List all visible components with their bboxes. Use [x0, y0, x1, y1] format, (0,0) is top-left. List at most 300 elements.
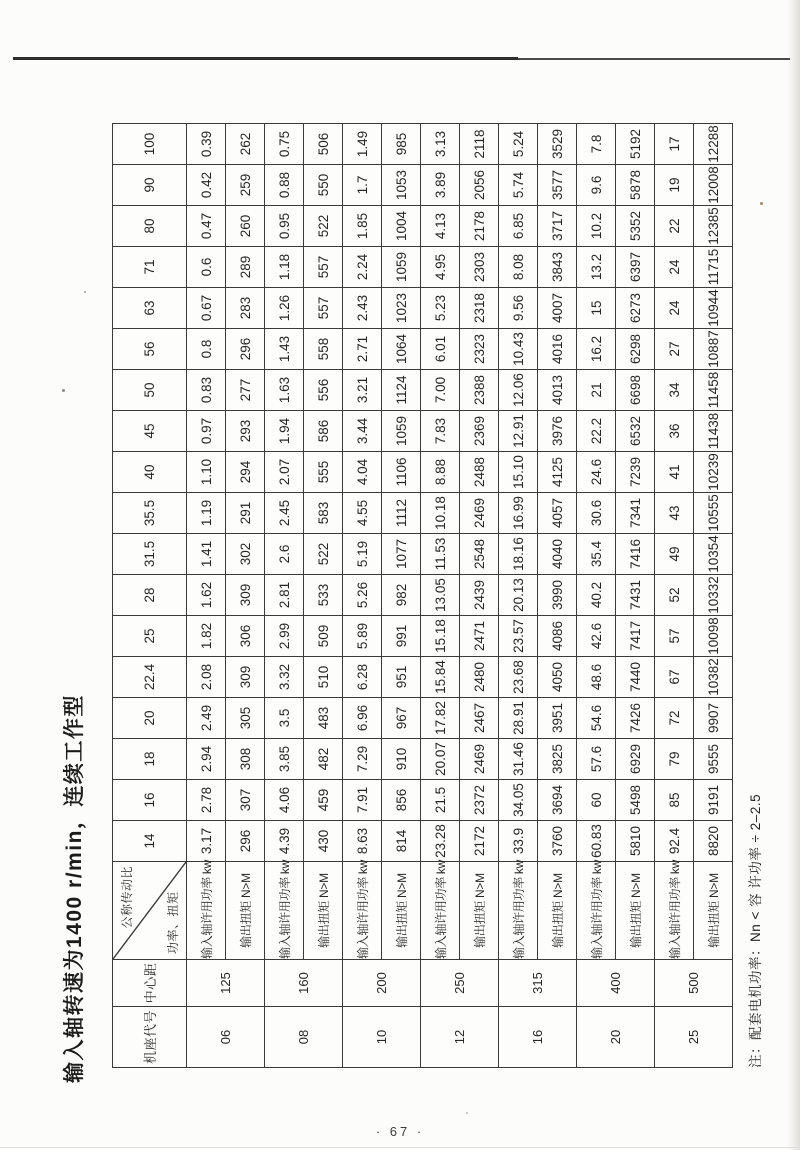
power-value: 34.05 — [499, 780, 538, 821]
rotated-content — [52, 98, 763, 1088]
row-label-power: 输入轴许用功率 kw — [343, 862, 382, 960]
power-value: 92.4 — [655, 821, 694, 862]
torque-value: 5352 — [616, 206, 655, 247]
power-value: 4.55 — [343, 493, 382, 534]
torque-value: 277 — [226, 370, 265, 411]
torque-value: 522 — [304, 534, 343, 575]
torque-value: 3825 — [538, 739, 577, 780]
torque-value: 506 — [304, 124, 343, 165]
scan-artifact-top-line-left — [13, 57, 518, 60]
torque-row — [226, 124, 265, 1068]
power-value: 1.7 — [343, 165, 382, 206]
power-value: 1.63 — [265, 370, 304, 411]
power-value: 4.06 — [265, 780, 304, 821]
power-value: 28.91 — [499, 698, 538, 739]
power-value: 24 — [655, 288, 694, 329]
torque-value: 307 — [226, 780, 265, 821]
torque-value: 3717 — [538, 206, 577, 247]
torque-value: 259 — [226, 165, 265, 206]
power-value: 41 — [655, 452, 694, 493]
power-value: 0.83 — [187, 370, 226, 411]
power-row — [187, 124, 226, 1068]
power-value: 1.26 — [265, 288, 304, 329]
power-value: 3.17 — [187, 821, 226, 862]
torque-value: 483 — [304, 698, 343, 739]
torque-value: 2172 — [460, 821, 499, 862]
power-value: 23.68 — [499, 657, 538, 698]
torque-value: 8820 — [694, 821, 733, 862]
torque-value: 6698 — [616, 370, 655, 411]
ratio-header: 40 — [113, 452, 187, 493]
frame-cell: 12 — [421, 1007, 499, 1068]
power-value: 0.47 — [187, 206, 226, 247]
power-value: 9.56 — [499, 288, 538, 329]
power-value: 24.6 — [577, 452, 616, 493]
power-row — [421, 124, 460, 1068]
torque-row — [382, 124, 421, 1068]
power-value: 27 — [655, 329, 694, 370]
torque-value: 533 — [304, 575, 343, 616]
torque-value: 1023 — [382, 288, 421, 329]
power-value: 21.5 — [421, 780, 460, 821]
power-value: 1.62 — [187, 575, 226, 616]
torque-value: 4057 — [538, 493, 577, 534]
torque-value: 3760 — [538, 821, 577, 862]
page-title: 输入轴转速为1400 r/min，连续工作型 — [63, 694, 86, 1083]
torque-value: 289 — [226, 247, 265, 288]
torque-value: 482 — [304, 739, 343, 780]
torque-value: 2469 — [460, 493, 499, 534]
power-value: 0.95 — [265, 206, 304, 247]
power-value: 2.49 — [187, 698, 226, 739]
torque-value: 856 — [382, 780, 421, 821]
torque-value: 5192 — [616, 124, 655, 165]
power-value: 8.08 — [499, 247, 538, 288]
power-value: 6.01 — [421, 329, 460, 370]
frame-cell: 25 — [655, 1007, 733, 1068]
torque-value: 283 — [226, 288, 265, 329]
power-value: 0.8 — [187, 329, 226, 370]
torque-value: 3694 — [538, 780, 577, 821]
power-value: 2.07 — [265, 452, 304, 493]
power-value: 2.6 — [265, 534, 304, 575]
power-value: 3.89 — [421, 165, 460, 206]
power-row — [655, 124, 694, 1068]
torque-value: 6532 — [616, 411, 655, 452]
torque-value: 2548 — [460, 534, 499, 575]
torque-value: 10239 — [694, 452, 733, 493]
power-value: 1.41 — [187, 534, 226, 575]
torque-value: 2480 — [460, 657, 499, 698]
row-label-torque: 输出扭矩 N>M — [694, 862, 733, 960]
center-distance-col-header: 中心距 — [113, 960, 187, 1007]
power-value: 0.97 — [187, 411, 226, 452]
torque-value: 430 — [304, 821, 343, 862]
power-value: 43 — [655, 493, 694, 534]
row-label-power: 输入轴许用功率 kw — [265, 862, 304, 960]
spec-table — [112, 123, 733, 1068]
torque-value: 555 — [304, 452, 343, 493]
row-label-torque: 输出扭矩 N>M — [460, 862, 499, 960]
footnote: 注：配套电机功率：Nn < 容 许功率 ÷ 2–2.5 — [748, 793, 763, 1068]
torque-value: 10354 — [694, 534, 733, 575]
power-value: 1.85 — [343, 206, 382, 247]
torque-value: 1077 — [382, 534, 421, 575]
torque-value: 1112 — [382, 493, 421, 534]
power-value: 54.6 — [577, 698, 616, 739]
torque-value: 9191 — [694, 780, 733, 821]
power-value: 48.6 — [577, 657, 616, 698]
power-value: 4.04 — [343, 452, 382, 493]
power-value: 8.88 — [421, 452, 460, 493]
power-value: 3.5 — [265, 698, 304, 739]
torque-value: 510 — [304, 657, 343, 698]
power-value: 22.2 — [577, 411, 616, 452]
row-label-torque: 输出扭矩 N>M — [382, 862, 421, 960]
power-value: 52 — [655, 575, 694, 616]
ratio-header: 20 — [113, 698, 187, 739]
power-value: 5.23 — [421, 288, 460, 329]
torque-value: 12008 — [694, 165, 733, 206]
torque-value: 1004 — [382, 206, 421, 247]
row-label-torque: 输出扭矩 N>M — [226, 862, 265, 960]
power-value: 2.08 — [187, 657, 226, 698]
power-value: 85 — [655, 780, 694, 821]
power-value: 15.84 — [421, 657, 460, 698]
frame-cell: 10 — [343, 1007, 421, 1068]
torque-value: 4016 — [538, 329, 577, 370]
power-value: 7.29 — [343, 739, 382, 780]
torque-value: 910 — [382, 739, 421, 780]
torque-value: 10887 — [694, 329, 733, 370]
torque-value: 3990 — [538, 575, 577, 616]
power-value: 20.07 — [421, 739, 460, 780]
torque-value: 2469 — [460, 739, 499, 780]
torque-row — [538, 124, 577, 1068]
torque-value: 309 — [226, 657, 265, 698]
power-value: 2.78 — [187, 780, 226, 821]
torque-value: 583 — [304, 493, 343, 534]
torque-value: 10382 — [694, 657, 733, 698]
torque-value: 305 — [226, 698, 265, 739]
torque-value: 3976 — [538, 411, 577, 452]
torque-value: 4040 — [538, 534, 577, 575]
power-value: 1.94 — [265, 411, 304, 452]
torque-value: 1124 — [382, 370, 421, 411]
torque-value: 3843 — [538, 247, 577, 288]
power-value: 2.45 — [265, 493, 304, 534]
power-value: 1.43 — [265, 329, 304, 370]
torque-value: 11458 — [694, 370, 733, 411]
torque-value: 2056 — [460, 165, 499, 206]
power-value: 13.05 — [421, 575, 460, 616]
power-value: 1.82 — [187, 616, 226, 657]
power-value: 0.67 — [187, 288, 226, 329]
power-value: 20.13 — [499, 575, 538, 616]
torque-value: 2488 — [460, 452, 499, 493]
torque-value: 1059 — [382, 411, 421, 452]
power-value: 0.39 — [187, 124, 226, 165]
power-row — [499, 124, 538, 1068]
row-label-power: 输入轴许用功率 kw — [655, 862, 694, 960]
torque-value: 814 — [382, 821, 421, 862]
power-value: 7.83 — [421, 411, 460, 452]
torque-value: 2369 — [460, 411, 499, 452]
power-value: 22 — [655, 206, 694, 247]
power-value: 17 — [655, 124, 694, 165]
power-value: 23.57 — [499, 616, 538, 657]
power-value: 31.46 — [499, 739, 538, 780]
power-row — [577, 124, 616, 1068]
torque-value: 5810 — [616, 821, 655, 862]
torque-value: 522 — [304, 206, 343, 247]
power-value: 5.74 — [499, 165, 538, 206]
torque-value: 306 — [226, 616, 265, 657]
power-value: 19 — [655, 165, 694, 206]
power-value: 49 — [655, 534, 694, 575]
torque-value: 1059 — [382, 247, 421, 288]
frame-cell: 20 — [577, 1007, 655, 1068]
torque-value: 586 — [304, 411, 343, 452]
frame-cell: 08 — [265, 1007, 343, 1068]
torque-value: 1064 — [382, 329, 421, 370]
torque-value: 5498 — [616, 780, 655, 821]
power-value: 6.28 — [343, 657, 382, 698]
corner-label-power-torque: 功率、扭矩 — [166, 891, 180, 954]
torque-value: 3529 — [538, 124, 577, 165]
power-value: 2.43 — [343, 288, 382, 329]
scan-speck — [760, 202, 763, 205]
torque-row — [616, 124, 655, 1068]
power-value: 15.18 — [421, 616, 460, 657]
ratio-header: 35.5 — [113, 493, 187, 534]
torque-row — [694, 124, 733, 1068]
power-value: 0.42 — [187, 165, 226, 206]
power-value: 10.18 — [421, 493, 460, 534]
ratio-header: 14 — [113, 821, 187, 862]
ratio-header: 22.4 — [113, 657, 187, 698]
power-value: 57.6 — [577, 739, 616, 780]
power-value: 21 — [577, 370, 616, 411]
torque-value: 9907 — [694, 698, 733, 739]
page-number: · 67 · — [375, 1124, 425, 1139]
power-value: 18.16 — [499, 534, 538, 575]
center-distance-cell: 315 — [499, 960, 577, 1007]
torque-value: 1106 — [382, 452, 421, 493]
power-value: 23.28 — [421, 821, 460, 862]
torque-value: 10332 — [694, 575, 733, 616]
torque-value: 951 — [382, 657, 421, 698]
power-value: 5.19 — [343, 534, 382, 575]
torque-value: 11438 — [694, 411, 733, 452]
row-label-power: 输入轴许用功率 kw — [187, 862, 226, 960]
power-value: 5.26 — [343, 575, 382, 616]
power-value: 1.18 — [265, 247, 304, 288]
ratio-header: 31.5 — [113, 534, 187, 575]
power-value: 30.6 — [577, 493, 616, 534]
power-value: 72 — [655, 698, 694, 739]
ratio-header: 16 — [113, 780, 187, 821]
row-label-power: 输入轴许用功率 kw — [421, 862, 460, 960]
torque-value: 3951 — [538, 698, 577, 739]
power-value: 16.2 — [577, 329, 616, 370]
torque-value: 4013 — [538, 370, 577, 411]
ratio-header: 80 — [113, 206, 187, 247]
power-value: 4.95 — [421, 247, 460, 288]
ratio-header: 90 — [113, 165, 187, 206]
center-distance-cell: 500 — [655, 960, 733, 1007]
torque-value: 308 — [226, 739, 265, 780]
torque-value: 558 — [304, 329, 343, 370]
torque-value: 12385 — [694, 206, 733, 247]
scan-artifact-right-shade — [787, 0, 800, 1150]
power-value: 33.9 — [499, 821, 538, 862]
corner-label-ratio: 公称传动比 — [120, 866, 134, 929]
torque-value: 9555 — [694, 739, 733, 780]
torque-value: 557 — [304, 247, 343, 288]
power-value: 2.24 — [343, 247, 382, 288]
torque-value: 2372 — [460, 780, 499, 821]
torque-value: 302 — [226, 534, 265, 575]
ratio-header: 71 — [113, 247, 187, 288]
power-value: 4.13 — [421, 206, 460, 247]
torque-value: 982 — [382, 575, 421, 616]
torque-value: 4007 — [538, 288, 577, 329]
torque-value: 459 — [304, 780, 343, 821]
power-value: 7.91 — [343, 780, 382, 821]
power-value: 13.2 — [577, 247, 616, 288]
torque-value: 7440 — [616, 657, 655, 698]
torque-value: 11715 — [694, 247, 733, 288]
torque-value: 6298 — [616, 329, 655, 370]
torque-value: 2467 — [460, 698, 499, 739]
scan-speck — [466, 1112, 468, 1114]
center-distance-cell: 400 — [577, 960, 655, 1007]
power-value: 3.21 — [343, 370, 382, 411]
power-value: 7.8 — [577, 124, 616, 165]
power-value: 6.85 — [499, 206, 538, 247]
center-distance-cell: 160 — [265, 960, 343, 1007]
power-value: 12.91 — [499, 411, 538, 452]
power-value: 1.10 — [187, 452, 226, 493]
scan-artifact-top-line-right — [518, 58, 790, 60]
torque-value: 7426 — [616, 698, 655, 739]
power-value: 60.83 — [577, 821, 616, 862]
power-value: 6.96 — [343, 698, 382, 739]
power-value: 2.94 — [187, 739, 226, 780]
torque-value: 550 — [304, 165, 343, 206]
torque-value: 1053 — [382, 165, 421, 206]
torque-value: 7416 — [616, 534, 655, 575]
power-value: 1.49 — [343, 124, 382, 165]
row-label-torque: 输出扭矩 N>M — [538, 862, 577, 960]
power-value: 2.81 — [265, 575, 304, 616]
power-value: 0.6 — [187, 247, 226, 288]
power-value: 9.6 — [577, 165, 616, 206]
power-value: 5.89 — [343, 616, 382, 657]
torque-value: 2471 — [460, 616, 499, 657]
torque-value: 7341 — [616, 493, 655, 534]
power-value: 67 — [655, 657, 694, 698]
power-value: 2.71 — [343, 329, 382, 370]
power-value: 3.32 — [265, 657, 304, 698]
power-value: 11.53 — [421, 534, 460, 575]
torque-value: 967 — [382, 698, 421, 739]
row-label-power: 输入轴许用功率 kw — [577, 862, 616, 960]
torque-value: 2303 — [460, 247, 499, 288]
ratio-header: 25 — [113, 616, 187, 657]
ratio-header: 28 — [113, 575, 187, 616]
torque-value: 2439 — [460, 575, 499, 616]
torque-value: 296 — [226, 329, 265, 370]
row-label-torque: 输出扭矩 N>M — [304, 862, 343, 960]
center-distance-cell: 250 — [421, 960, 499, 1007]
power-value: 0.75 — [265, 124, 304, 165]
power-value: 10.2 — [577, 206, 616, 247]
power-value: 0.88 — [265, 165, 304, 206]
power-value: 24 — [655, 247, 694, 288]
torque-value: 293 — [226, 411, 265, 452]
power-value: 17.82 — [421, 698, 460, 739]
torque-value: 2318 — [460, 288, 499, 329]
torque-row — [304, 124, 343, 1068]
center-distance-cell: 200 — [343, 960, 421, 1007]
torque-value: 291 — [226, 493, 265, 534]
power-value: 40.2 — [577, 575, 616, 616]
torque-value: 7431 — [616, 575, 655, 616]
torque-value: 2178 — [460, 206, 499, 247]
torque-value: 6273 — [616, 288, 655, 329]
ratio-header: 63 — [113, 288, 187, 329]
torque-value: 4050 — [538, 657, 577, 698]
power-value: 7.00 — [421, 370, 460, 411]
torque-value: 4086 — [538, 616, 577, 657]
power-value: 42.6 — [577, 616, 616, 657]
torque-value: 260 — [226, 206, 265, 247]
power-value: 1.19 — [187, 493, 226, 534]
power-row — [343, 124, 382, 1068]
torque-value: 10944 — [694, 288, 733, 329]
torque-value: 991 — [382, 616, 421, 657]
power-value: 10.43 — [499, 329, 538, 370]
frame-col-header: 机座代号 — [113, 1007, 187, 1068]
torque-value: 6397 — [616, 247, 655, 288]
ratio-header: 50 — [113, 370, 187, 411]
power-value: 34 — [655, 370, 694, 411]
ratio-header: 45 — [113, 411, 187, 452]
torque-value: 7239 — [616, 452, 655, 493]
torque-value: 296 — [226, 821, 265, 862]
power-value: 3.44 — [343, 411, 382, 452]
power-row — [265, 124, 304, 1068]
torque-value: 985 — [382, 124, 421, 165]
power-value: 15 — [577, 288, 616, 329]
torque-value: 557 — [304, 288, 343, 329]
power-value: 3.85 — [265, 739, 304, 780]
power-value: 5.24 — [499, 124, 538, 165]
ratio-header: 56 — [113, 329, 187, 370]
power-value: 36 — [655, 411, 694, 452]
center-distance-cell: 125 — [187, 960, 265, 1007]
power-value: 60 — [577, 780, 616, 821]
spec-table-container — [112, 123, 733, 1068]
torque-value: 262 — [226, 124, 265, 165]
torque-value: 7417 — [616, 616, 655, 657]
torque-value: 509 — [304, 616, 343, 657]
torque-value: 2118 — [460, 124, 499, 165]
torque-value: 309 — [226, 575, 265, 616]
torque-value: 4125 — [538, 452, 577, 493]
